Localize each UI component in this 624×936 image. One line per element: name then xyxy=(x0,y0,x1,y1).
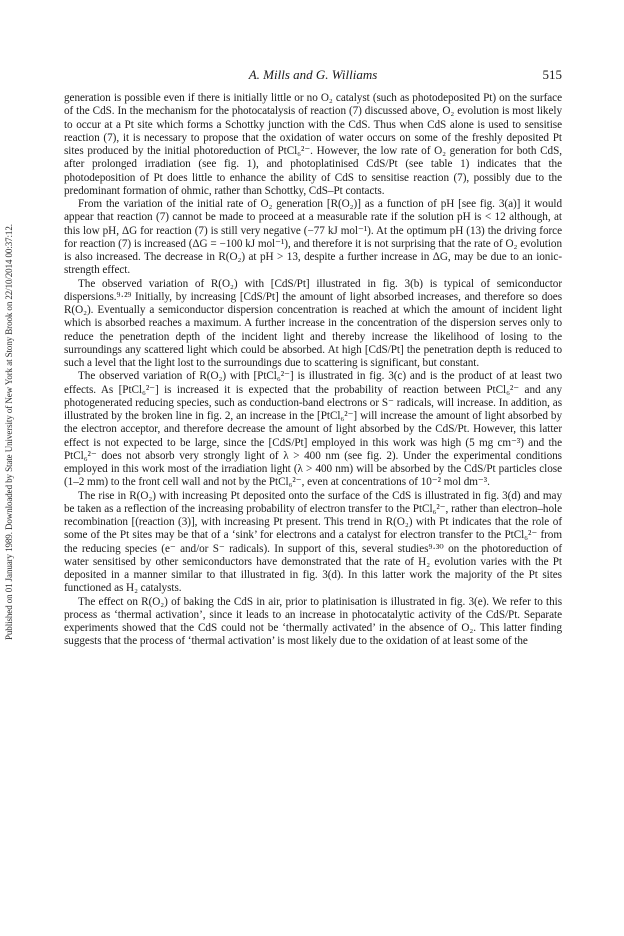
paragraph-2: From the variation of the initial rate of O₂ generation [R(O₂)] as a function of pH [see fig. 3(a)] it would appear that reaction (7) cannot be made to proceed at a measurable rate if the solution pH is < 12 although, at this low pH, ΔG for reaction (7) is still very negative (−77 kJ mol⁻¹). At the optimum pH (13) the driving force for reaction (7) is increased (ΔG = −100 kJ mol⁻¹), and therefore it is not surprising that the rate of O₂ evolution is also increased. The decrease in R(O₂) at pH > 13, despite a further increase in ΔG, may be due to an ionic-strength effect. xyxy=(64,198,562,277)
running-head xyxy=(64,67,562,83)
download-stamp-text: Published on 01 January 1989. Downloaded by State University of New York at Stony Brook on 22/10/2014 00:37:12. xyxy=(4,224,14,640)
running-head-authors: A. Mills and G. Williams xyxy=(248,67,378,82)
paragraph-3: The observed variation of R(O₂) with [CdS/Pt] illustrated in fig. 3(b) is typical of semiconductor dispersions.⁹·²⁹ Initially, by increasing [CdS/Pt] the amount of light absorbed increases, and therefore so does R(O₂). Eventually a semiconductor dispersion concentration is reached at which the amount of incident light which is absorbed reaches a maximum. A further increase in the concentration of the dispersion serves only to reduce the penetration depth of the incident light and thereby increase the likelihood of losing to the surroundings any scattered light which could be absorbed. At high [CdS/Pt] the penetration depth is reduced to such a level that the light lost to the surroundings due to scattering is significant, but constant. xyxy=(64,277,562,369)
paragraph-4: The observed variation of R(O₂) with [PtCl₆²⁻] is illustrated in fig. 3(c) and is the product of at least two effects. As [PtCl₆²⁻] is increased it is expected that the probability of reaction between PtCl₆²⁻ and any photogenerated reducing species, such as conduction-band electrons or S⁻ radicals, will increase. In addition, as illustrated by the broken line in fig. 2, an increase in the [PtCl₆²⁻] will increase the amount of light absorbed by the electron acceptor, and therefore decrease the amount of light absorbed by the CdS/Pt. However, this latter effect is not expected to be large, since the [CdS/Pt] employed in this work was high (5 mg cm⁻³) and the PtCl₆²⁻ does not absorb very strongly light of λ > 400 nm (see fig. 2). Under the experimental conditions employed in this work most of the irradiation light (λ > 400 nm) will be absorbed by the CdS/Pt particles close (1–2 mm) to the front cell wall and not by the PtCl₆²⁻, even at concentrations of 10⁻² mol dm⁻³. xyxy=(64,370,562,489)
download-stamp xyxy=(4,80,18,640)
paragraph-5: The rise in R(O₂) with increasing Pt deposited onto the surface of the CdS is illustrated in fig. 3(d) and may be taken as a reflection of the increasing probability of electron transfer to the PtCl₆²⁻, rather than electron–hole recombination [(reaction (3)], with increasing Pt present. This trend in R(O₂) with Pt indicates that the role of some of the Pt sites may be that of a ‘sink’ for electrons and a catalyst for electron transfer to the PtCl₆²⁻ from the reducing species (e⁻ and/or S⁻ radicals). In support of this, several studies⁹·³⁰ on the photoreduction of water sensitised by other semiconductors have demonstrated that the rate of H₂ evolution varies with the Pt deposited in a manner similar to that illustrated in fig. 3(d). In this latter work the majority of the Pt sites functioned as H₂ catalysts. xyxy=(64,489,562,595)
paragraph-6: The effect on R(O₂) of baking the CdS in air, prior to platinisation is illustrated in fig. 3(e). We refer to this process as ‘thermal activation’, since it leads to an increase in photocatalytic activity of the CdS/Pt. Separate experiments showed that the CdS could not be ‘thermally activated’ in the absence of O₂. This latter finding suggests that the process of ‘thermal activation’ is most likely due to the oxidation of at least some of the xyxy=(64,595,562,648)
body-text xyxy=(64,92,562,649)
paragraph-1: generation is possible even if there is initially little or no O₂ catalyst (such as photodeposited Pt) on the surface of the CdS. In the mechanism for the photocatalysis of reaction (7) discussed above, O₂ evolution is most likely to occur at a Pt site which forms a Schottky junction with the CdS. Thus when CdS alone is used to sensitise reaction (7), it is necessary to propose that the oxidation of water occurs on some of the freshly deposited Pt sites produced by the initial photoreduction of PtCl₆²⁻. However, the low rate of O₂ generation for both CdS, after prolonged irradiation (see fig. 1), and photoplatinised CdS/Pt (see table 1) indicates that the photodeposition of Pt does little to enhance the ability of CdS to sensitise reaction (7), possibly due to the predominant formation of ohmic, rather than Schottky, CdS–Pt contacts. xyxy=(64,92,562,197)
page-number: 515 xyxy=(542,67,562,82)
